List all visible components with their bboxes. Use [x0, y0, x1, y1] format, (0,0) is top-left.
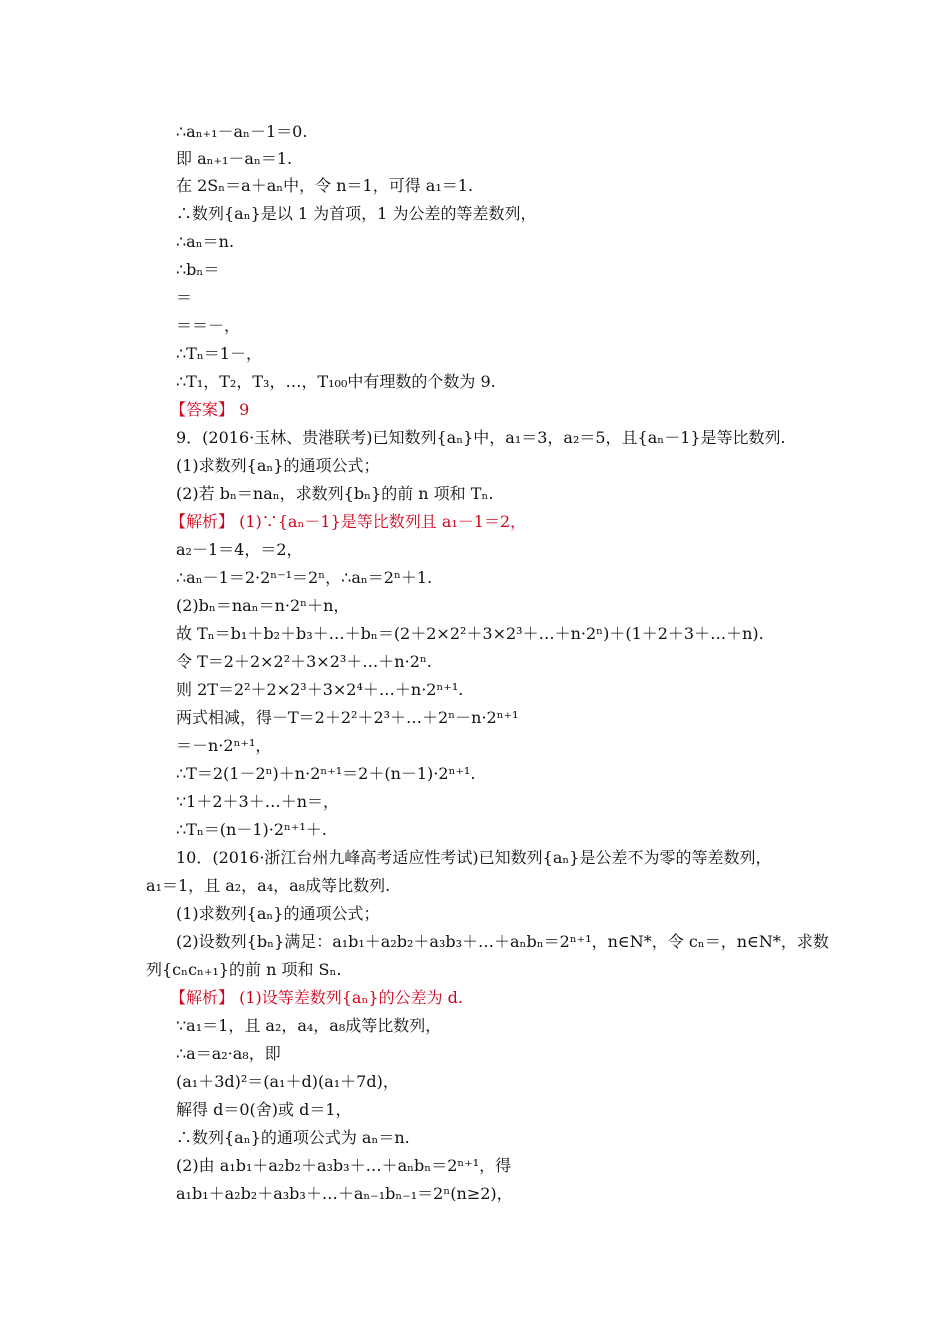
text-line: ∴aₙ＝n.: [176, 232, 235, 251]
text-line: ∴aₙ－1＝2·2ⁿ⁻¹＝2ⁿ，∴aₙ＝2ⁿ＋1.: [176, 568, 433, 587]
text-line: ∴数列{aₙ}是以 1 为首项，1 为公差的等差数列，: [176, 204, 537, 223]
text-line: a₂－1＝4，＝2，: [176, 540, 303, 559]
text-line: ∵a₁＝1，且 a₂，a₄，a₈成等比数列，: [176, 1016, 442, 1035]
text-line: ∴T＝2(1－2ⁿ)＋n·2ⁿ⁺¹＝2＋(n－1)·2ⁿ⁺¹.: [176, 764, 476, 783]
text-line: ∴bₙ＝: [176, 260, 220, 279]
text-line: ∴Tₙ＝(n－1)·2ⁿ⁺¹＋.: [176, 820, 327, 839]
text-line: ∴T₁，T₂，T₃，…，T₁₀₀中有理数的个数为 9.: [176, 372, 496, 391]
text-line: ∴a＝a₂·a₈，即: [176, 1044, 281, 1063]
solution-label: 【解析】 (1)∵{aₙ－1}是等比数列且 a₁－1＝2，: [170, 512, 527, 531]
text-line: (2)由 a₁b₁＋a₂b₂＋a₃b₃＋…＋aₙbₙ＝2ⁿ⁺¹，得: [176, 1156, 512, 1175]
text-line: ∵1＋2＋3＋…＋n＝，: [176, 792, 340, 811]
text-line: 在 2Sₙ＝a＋aₙ中，令 n＝1，可得 a₁＝1.: [176, 176, 474, 195]
text-line: ＝－n·2ⁿ⁺¹，: [176, 736, 272, 755]
question-10-title: 10．(2016·浙江台州九峰高考适应性考试)已知数列{aₙ}是公差不为零的等差数列，: [176, 848, 772, 867]
answer-label: 【答案】 9: [170, 400, 250, 419]
text-line: ＝＝－，: [176, 316, 241, 335]
question-10-part-2: (2)设数列{bₙ}满足：a₁b₁＋a₂b₂＋a₃b₃＋…＋aₙbₙ＝2ⁿ⁺¹，n∈N*，令 cₙ＝，n∈N*，求数: [176, 932, 829, 951]
text-line: (2)bₙ＝naₙ＝n·2ⁿ＋n，: [176, 596, 350, 615]
text-line: ∴Tₙ＝1－，: [176, 344, 262, 363]
text-line: 则 2T＝2²＋2×2³＋3×2⁴＋…＋n·2ⁿ⁺¹.: [176, 680, 464, 699]
question-9-part-1: (1)求数列{aₙ}的通项公式；: [176, 456, 380, 475]
question-9-title: 9．(2016·玉林、贵港联考)已知数列{aₙ}中，a₁＝3，a₂＝5，且{aₙ－1}是等比数列.: [176, 428, 786, 447]
text-line: a₁b₁＋a₂b₂＋a₃b₃＋…＋aₙ₋₁bₙ₋₁＝2ⁿ(n≥2)，: [176, 1184, 513, 1203]
text-line: 令 T＝2＋2×2²＋3×2³＋…＋n·2ⁿ.: [176, 652, 432, 671]
text-line: 故 Tₙ＝b₁＋b₂＋b₃＋…＋bₙ＝(2＋2×2²＋3×2³＋…＋n·2ⁿ)＋(1＋2＋3＋…＋n).: [176, 624, 764, 643]
question-10-part-1: (1)求数列{aₙ}的通项公式；: [176, 904, 380, 923]
text-line: 解得 d＝0(舍)或 d＝1，: [176, 1100, 352, 1119]
text-line: 即 aₙ₊₁－aₙ＝1.: [176, 149, 293, 168]
solution-label: 【解析】 (1)设等差数列{aₙ}的公差为 d.: [170, 988, 463, 1007]
text-line: ＝: [176, 288, 193, 307]
question-9-part-2: (2)若 bₙ＝naₙ，求数列{bₙ}的前 n 项和 Tₙ.: [176, 484, 494, 503]
text-line: (a₁＋3d)²＝(a₁＋d)(a₁＋7d)，: [176, 1072, 399, 1091]
question-10-title-cont: a₁＝1，且 a₂，a₄，a₈成等比数列.: [146, 876, 391, 895]
question-10-part-2-cont: 列{cₙcₙ₊₁}的前 n 项和 Sₙ.: [146, 960, 342, 979]
text-line: 两式相减，得－T＝2＋2²＋2³＋…＋2ⁿ－n·2ⁿ⁺¹: [176, 708, 519, 727]
text-line: ∴数列{aₙ}的通项公式为 aₙ＝n.: [176, 1128, 410, 1147]
text-line: ∴aₙ₊₁－aₙ－1＝0.: [176, 122, 308, 141]
